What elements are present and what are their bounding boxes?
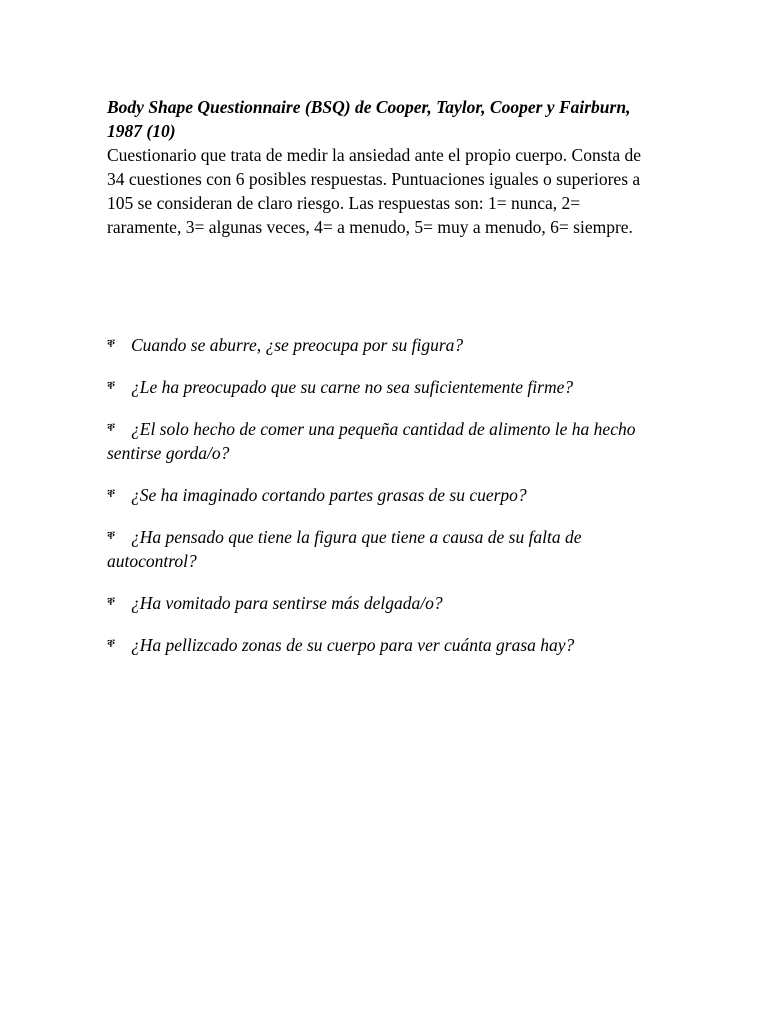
bullet-icon: ቐ	[107, 528, 116, 542]
list-item	[107, 415, 667, 465]
bullet-icon: ቐ	[107, 486, 116, 500]
list-item	[107, 631, 667, 657]
list-item	[107, 481, 667, 507]
question-text: ¿El solo hecho de comer una pequeña cantidad de alimento le ha hecho sentirse gorda/o?	[107, 419, 636, 463]
list-item	[107, 589, 667, 615]
question-text: ¿Ha pellizcado zonas de su cuerpo para ver cuánta grasa hay?	[131, 635, 575, 655]
document-description: Cuestionario que trata de medir la ansiedad ante el propio cuerpo. Consta de 34 cuestiones con 6 posibles respuestas. Puntuaciones iguales o superiores a 105 se consideran de claro riesgo. Las respuestas son: 1= nunca, 2= raramente, 3= algunas veces, 4= a menudo, 5= muy a menudo, 6= siempre.	[107, 145, 642, 237]
list-item	[107, 331, 667, 357]
question-text: ¿Le ha preocupado que su carne no sea suficientemente firme?	[131, 377, 574, 397]
bullet-icon: ቐ	[107, 378, 116, 392]
list-item	[107, 523, 667, 573]
question-list	[107, 331, 667, 673]
document-title: Body Shape Questionnaire (BSQ) de Cooper, Taylor, Cooper y Fairburn, 1987 (10)	[107, 97, 631, 141]
question-text: ¿Se ha imaginado cortando partes grasas de su cuerpo?	[131, 485, 527, 505]
bullet-icon: ቐ	[107, 420, 116, 434]
bullet-icon: ቐ	[107, 594, 116, 608]
list-item	[107, 373, 667, 399]
question-text: Cuando se aburre, ¿se preocupa por su figura?	[131, 335, 464, 355]
question-text: ¿Ha vomitado para sentirse más delgada/o?	[131, 593, 443, 613]
bullet-icon: ቐ	[107, 636, 116, 650]
question-text: ¿Ha pensado que tiene la figura que tiene a causa de su falta de autocontrol?	[107, 527, 582, 571]
bullet-icon: ቐ	[107, 336, 116, 350]
